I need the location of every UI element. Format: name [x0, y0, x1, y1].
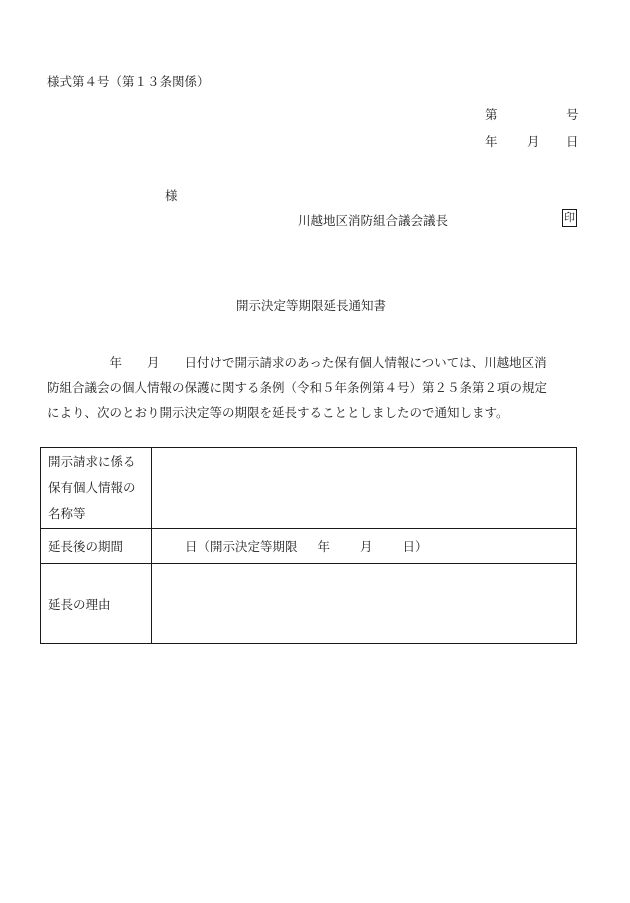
date-day-label: 日: [566, 134, 579, 149]
period-year-label: 年: [317, 539, 331, 554]
period-month-label: 月: [360, 539, 373, 554]
info-name-label: [41, 448, 152, 529]
date-month-label: 月: [527, 134, 540, 149]
document-number-suffix: 号: [566, 107, 579, 122]
addressee-honorific: 様: [165, 188, 178, 203]
document-title: 開示決定等期限延長通知書: [236, 298, 387, 313]
notice-body: [47, 350, 579, 425]
table-row: [41, 448, 577, 529]
document-number-prefix: 第: [485, 107, 498, 122]
seal-mark: 印: [562, 209, 577, 227]
info-name-label-line: 開示請求に係る: [48, 454, 136, 469]
notice-body-line: により、次のとおり開示決定等の期限を延長することとしましたので通知します。: [47, 405, 509, 420]
date-year-label: 年: [485, 134, 498, 149]
extension-reason-value: [152, 564, 577, 644]
notice-body-line: 年 月 日付けで開示請求のあった保有個人情報については、川越地区消: [47, 355, 547, 370]
info-table: [40, 447, 577, 644]
table-row: [41, 529, 577, 564]
notice-body-line: 防組合議会の個人情報の保護に関する条例（令和５年条例第４号）第２５条第２項の規定: [47, 380, 548, 395]
issuer-name: 川越地区消防組合議会議長: [298, 213, 449, 228]
info-name-label-line: 保有個人情報の: [48, 480, 136, 495]
table-row: [41, 564, 577, 644]
extension-reason-label: 延長の理由: [41, 564, 152, 644]
form-number: 様式第４号（第１３条関係）: [47, 74, 210, 89]
period-day-deadline-text: 日（開示決定等期限: [185, 539, 298, 554]
period-day-close: 日）: [402, 539, 428, 554]
info-name-value: [152, 448, 577, 529]
extension-period-label: 延長後の期間: [41, 529, 152, 564]
extension-period-value: [152, 529, 577, 564]
info-name-label-line: 名称等: [48, 506, 86, 521]
